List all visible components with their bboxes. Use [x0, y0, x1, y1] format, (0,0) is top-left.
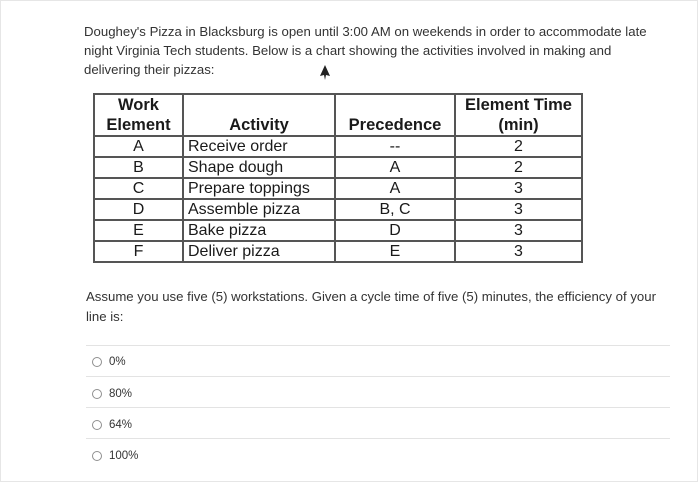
- header-element-time: Element Time (min): [465, 96, 572, 134]
- intro-line-2: night Virginia Tech students. Below is a chart showing the activities involved in making and: [84, 43, 612, 58]
- table-row: [94, 241, 582, 262]
- cell-element: D: [94, 199, 183, 220]
- cell-element: C: [94, 178, 183, 199]
- question-intro: [84, 22, 664, 79]
- table-row: [94, 157, 582, 178]
- cell-activity: Receive order: [183, 136, 335, 157]
- question-prompt: [86, 287, 666, 327]
- cell-precedence: A: [335, 157, 455, 178]
- question-line-1: Assume you use five (5) workstations. Given a cycle time of five (5) minutes, the efficiency of your: [86, 289, 656, 304]
- option-label: 100%: [109, 450, 139, 462]
- divider: [86, 376, 670, 377]
- divider: [86, 345, 670, 346]
- answer-option-64-percent[interactable]: [92, 417, 132, 433]
- divider: [86, 438, 670, 439]
- radio-button[interactable]: [92, 451, 102, 461]
- table-row: [94, 199, 582, 220]
- answer-option-100-percent[interactable]: [92, 448, 138, 464]
- option-label: 80%: [109, 388, 133, 400]
- answer-option-0-percent[interactable]: [92, 354, 126, 370]
- cell-element: F: [94, 241, 183, 262]
- radio-button[interactable]: [92, 357, 102, 367]
- radio-button[interactable]: [92, 420, 102, 430]
- cell-precedence: E: [335, 241, 455, 262]
- cell-time: 3: [455, 220, 582, 241]
- cell-activity: Assemble pizza: [183, 199, 335, 220]
- header-work-element: Work Element: [94, 94, 183, 136]
- cell-activity: Shape dough: [183, 157, 335, 178]
- cell-activity: Bake pizza: [183, 220, 335, 241]
- option-label: 64%: [109, 419, 133, 431]
- divider: [86, 407, 670, 408]
- cell-time: 3: [455, 241, 582, 262]
- table-row: [94, 178, 582, 199]
- header-activity: Activity: [183, 94, 335, 136]
- table-row: [94, 220, 582, 241]
- cell-precedence: A: [335, 178, 455, 199]
- cell-time: 2: [455, 136, 582, 157]
- cell-time: 3: [455, 178, 582, 199]
- table-row: [94, 136, 582, 157]
- intro-line-3: delivering their pizzas:: [84, 62, 215, 77]
- table-header-row: [94, 94, 582, 136]
- option-label: 0%: [109, 356, 126, 368]
- cell-element: E: [94, 220, 183, 241]
- intro-line-1: Doughey's Pizza in Blacksburg is open until 3:00 AM on weekends in order to accommodate late: [84, 24, 647, 39]
- activity-table: [93, 93, 583, 263]
- answer-option-80-percent[interactable]: [92, 386, 132, 402]
- cell-activity: Deliver pizza: [183, 241, 335, 262]
- cell-element: B: [94, 157, 183, 178]
- question-line-2: line is:: [86, 309, 124, 324]
- cell-time: 2: [455, 157, 582, 178]
- cell-precedence: B, C: [335, 199, 455, 220]
- header-precedence: Precedence: [335, 94, 455, 136]
- mouse-cursor-icon: [318, 64, 332, 82]
- cell-time: 3: [455, 199, 582, 220]
- radio-button[interactable]: [92, 389, 102, 399]
- cell-element: A: [94, 136, 183, 157]
- cell-precedence: --: [335, 136, 455, 157]
- cell-activity: Prepare toppings: [183, 178, 335, 199]
- cell-precedence: D: [335, 220, 455, 241]
